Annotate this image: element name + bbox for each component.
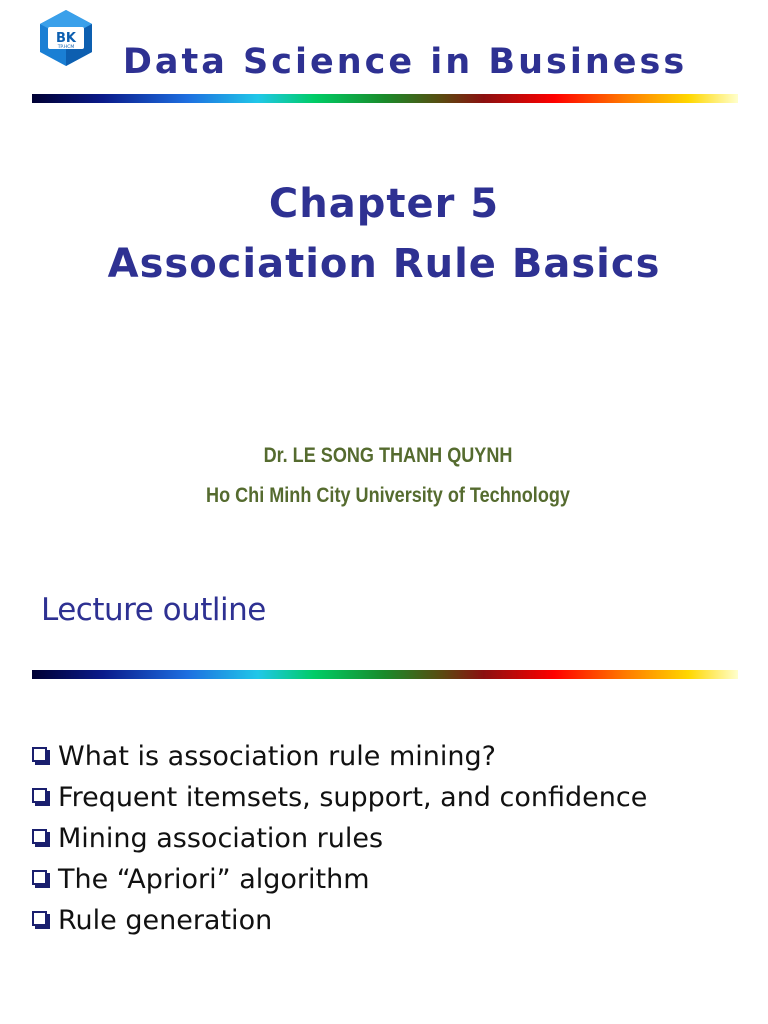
list-item — [32, 905, 647, 946]
outline-heading: Lecture outline — [41, 592, 266, 628]
outline-divider — [32, 670, 738, 679]
author-name: Dr. LE SONG THANH QUYNH — [263, 444, 513, 467]
list-item-label: The “Apriori” algorithm — [58, 864, 370, 895]
list-item-label: What is association rule mining? — [58, 741, 496, 772]
list-item — [32, 782, 647, 823]
author-affiliation: Ho Chi Minh City University of Technology — [206, 484, 570, 507]
outline-list — [32, 741, 647, 946]
checkbox-bullet-icon — [32, 788, 47, 803]
checkbox-bullet-icon — [32, 911, 47, 926]
list-item-label: Mining association rules — [58, 823, 384, 854]
list-item — [32, 864, 647, 905]
chapter-title: Association Rule Basics — [107, 241, 661, 287]
checkbox-bullet-icon — [32, 747, 47, 762]
checkbox-bullet-icon — [32, 829, 47, 844]
list-item-label: Frequent itemsets, support, and confidence — [58, 782, 648, 813]
checkbox-bullet-icon — [32, 870, 47, 885]
list-item — [32, 823, 647, 864]
logo-text: BK — [56, 31, 76, 46]
course-title: Data Science in Business — [122, 42, 688, 82]
list-item — [32, 741, 647, 782]
logo-subtext: TP.HCM — [57, 45, 75, 50]
list-item-label: Rule generation — [58, 905, 273, 936]
header-divider — [32, 94, 738, 103]
chapter-number: Chapter 5 — [268, 181, 500, 227]
